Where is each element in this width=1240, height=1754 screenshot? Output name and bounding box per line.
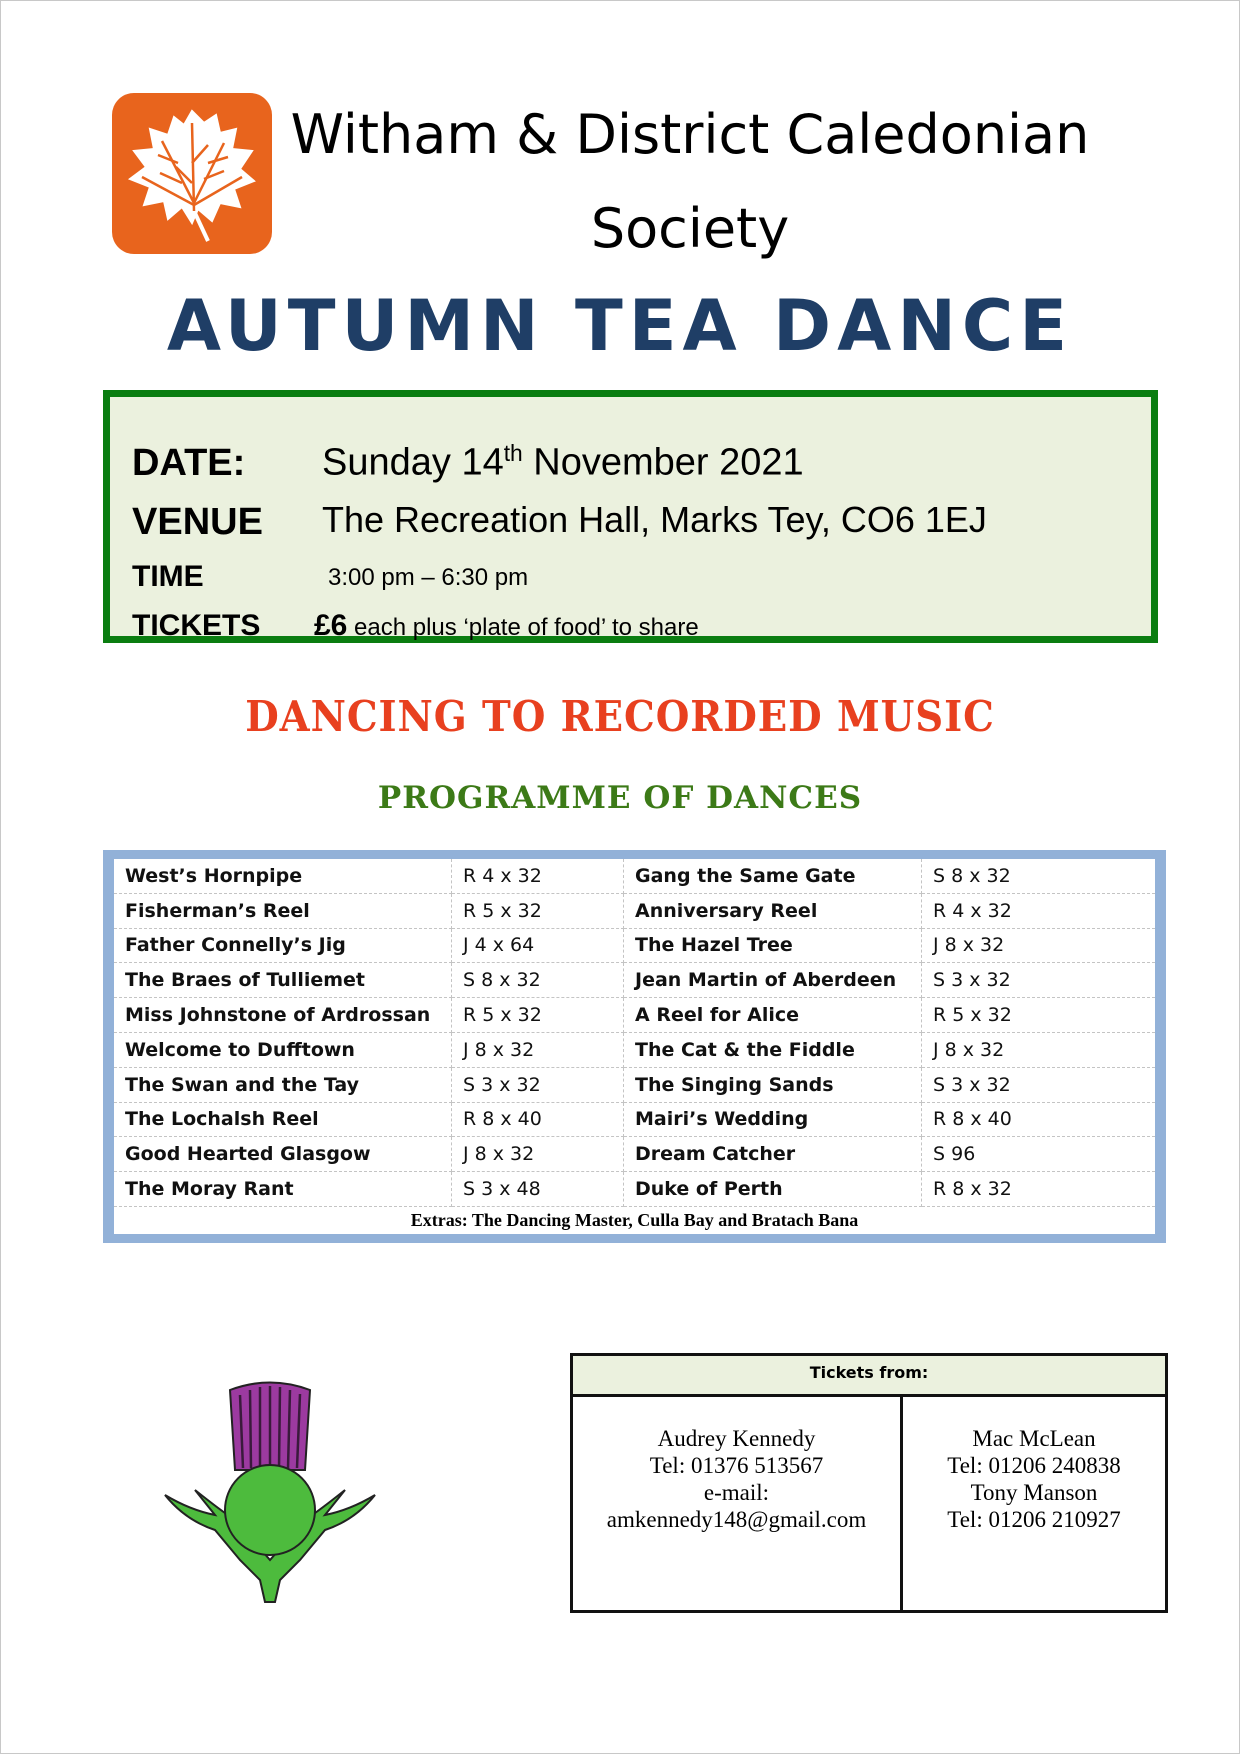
time-label: TIME (132, 560, 204, 593)
dance-formation: J 8 x 32 (922, 928, 1156, 963)
contact-phone: Tel: 01206 210927 (947, 1507, 1121, 1532)
music-heading: DANCING TO RECORDED MUSIC (245, 692, 995, 741)
dance-name: Dream Catcher (624, 1137, 922, 1172)
dances-table (114, 859, 1155, 1207)
table-row (114, 1032, 1155, 1067)
extras-note: Extras: The Dancing Master, Culla Bay and Bratach Bana (410, 1210, 859, 1230)
ticket-note: each plus ‘plate of food’ to share (347, 614, 699, 641)
tickets-from-box (570, 1353, 1168, 1613)
programme-heading: PROGRAMME OF DANCES (377, 780, 863, 816)
dance-name: Good Hearted Glasgow (114, 1137, 452, 1172)
dance-formation: R 5 x 32 (452, 998, 624, 1033)
dance-formation: J 8 x 32 (452, 1032, 624, 1067)
date-row (132, 440, 804, 485)
dance-formation: S 3 x 32 (922, 1067, 1156, 1102)
dance-formation: R 5 x 32 (922, 998, 1156, 1033)
autumn-leaf-icon (112, 93, 272, 254)
venue-label: VENUE (132, 501, 263, 543)
dance-formation: S 3 x 32 (922, 963, 1156, 998)
dance-formation: R 8 x 32 (922, 1172, 1156, 1207)
table-row (114, 893, 1155, 928)
contact-phone: Tel: 01376 513567 (649, 1453, 824, 1478)
dance-name: The Moray Rant (114, 1172, 452, 1207)
dance-name: Welcome to Dufftown (114, 1032, 452, 1067)
dance-name: Miss Johnstone of Ardrossan (114, 998, 452, 1033)
time-row (132, 560, 529, 594)
date-value: Sunday 14th November 2021 (322, 440, 804, 484)
ticket-price: £6 (314, 609, 348, 642)
thistle-icon (145, 1370, 395, 1605)
dance-name: Father Connelly’s Jig (114, 928, 452, 963)
time-value: 3:00 pm – 6:30 pm (328, 564, 529, 591)
dance-formation: J 4 x 64 (452, 928, 624, 963)
contact-name: Tony Manson (970, 1480, 1098, 1505)
table-row (114, 1172, 1155, 1207)
table-row (114, 963, 1155, 998)
dance-name: The Braes of Tulliemet (114, 963, 452, 998)
tickets-label: TICKETS (132, 609, 261, 642)
contact-phone: Tel: 01206 240838 (947, 1453, 1121, 1478)
table-row (114, 1137, 1155, 1172)
dance-name: The Hazel Tree (624, 928, 922, 963)
dance-name: A Reel for Alice (624, 998, 922, 1033)
table-row (114, 1102, 1155, 1137)
programme-of-dances (103, 850, 1166, 1243)
table-row (114, 928, 1155, 963)
dance-formation: J 8 x 32 (922, 1032, 1156, 1067)
table-row (114, 998, 1155, 1033)
email-link[interactable]: amkennedy148@gmail.com (606, 1507, 867, 1532)
dance-name: The Lochalsh Reel (114, 1102, 452, 1137)
org-name-line1: Witham & District Caledonian (290, 103, 1090, 166)
dance-name: Gang the Same Gate (624, 859, 922, 893)
tickets-value (314, 609, 699, 643)
email-label: e-mail: (703, 1480, 770, 1505)
dance-formation: R 4 x 32 (922, 893, 1156, 928)
org-name-line2: Society (590, 197, 790, 260)
dance-formation: S 8 x 32 (452, 963, 624, 998)
venue-row (132, 499, 987, 544)
dance-formation: S 96 (922, 1137, 1156, 1172)
date-label: DATE: (132, 442, 246, 484)
dance-formation: R 8 x 40 (922, 1102, 1156, 1137)
dance-formation: R 8 x 40 (452, 1102, 624, 1137)
dance-formation: S 8 x 32 (922, 859, 1156, 893)
dance-name: Mairi’s Wedding (624, 1102, 922, 1137)
table-row (114, 1067, 1155, 1102)
dance-name: The Swan and the Tay (114, 1067, 452, 1102)
organization-name (270, 88, 1110, 276)
dance-formation: S 3 x 48 (452, 1172, 624, 1207)
venue-value: The Recreation Hall, Marks Tey, CO6 1EJ (322, 499, 987, 540)
ticket-contact-right (903, 1397, 1165, 1610)
dance-name: Fisherman’s Reel (114, 893, 452, 928)
dance-formation: R 4 x 32 (452, 859, 624, 893)
table-row (114, 859, 1155, 893)
ticket-contact-left (573, 1397, 903, 1610)
tickets-row (132, 609, 699, 643)
dance-name: Duke of Perth (624, 1172, 922, 1207)
event-details-box (103, 390, 1158, 643)
dance-name: Jean Martin of Aberdeen (624, 963, 922, 998)
dance-formation: S 3 x 32 (452, 1067, 624, 1102)
contact-name: Audrey Kennedy (657, 1426, 816, 1451)
contact-name: Mac McLean (972, 1426, 1096, 1451)
dance-formation: R 5 x 32 (452, 893, 624, 928)
dance-name: The Cat & the Fiddle (624, 1032, 922, 1067)
dance-name: West’s Hornpipe (114, 859, 452, 893)
dance-name: The Singing Sands (624, 1067, 922, 1102)
tickets-from-heading: Tickets from: (573, 1356, 1165, 1397)
event-title: AUTUMN TEA DANCE (166, 285, 1074, 367)
dance-name: Anniversary Reel (624, 893, 922, 928)
dance-formation: J 8 x 32 (452, 1137, 624, 1172)
